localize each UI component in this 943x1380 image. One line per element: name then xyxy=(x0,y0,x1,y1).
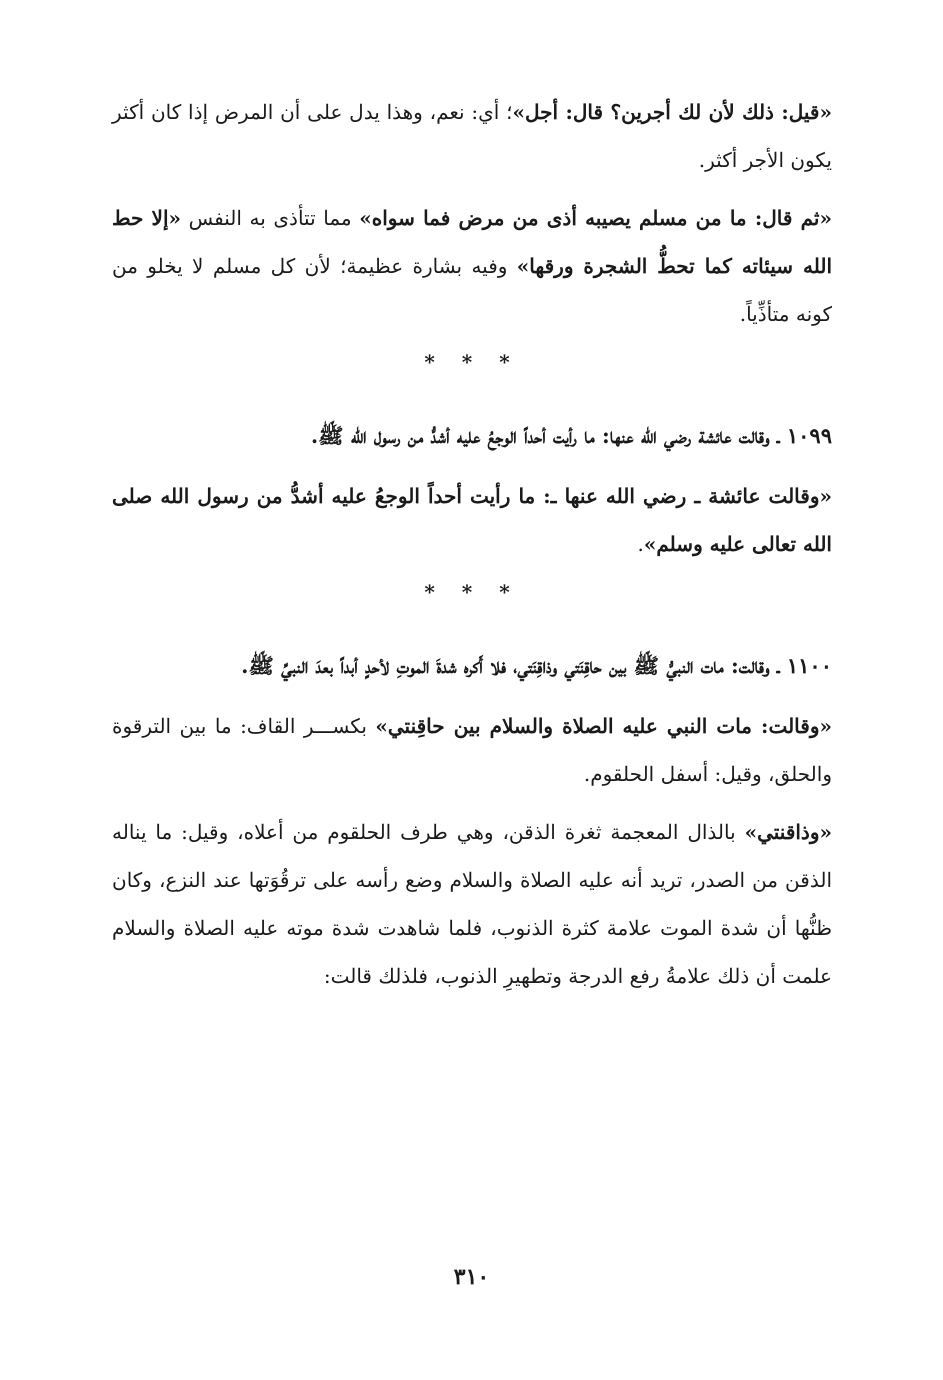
page-body xyxy=(112,88,832,1010)
page-number: ٣١٠ xyxy=(453,1264,490,1290)
commentary-paragraph xyxy=(112,808,832,1000)
commentary-text: بكســـر القاف: ما بين الترقوة والحلق، وقيل: أسفل الحلقوم. xyxy=(112,714,832,786)
commentary-text: بالذال المعجمة ثغرة الذقن، وهي طرف الحلقوم من أعلاه، وقيل: ما يناله الذقن من الصدر، تريد أنه عليه الصلاة والسلام وضع رأسه على ترقُوَتها عند النزع، وكان ظنُّها أن شدة الموت علامة كثرة الذنوب، فلما شاهدت شدة موته عليه الصلاة والسلام علمت أن ذلك علامةُ رفع الدرجة وتطهيرِ الذنوب، فلذلك قالت: xyxy=(112,820,832,988)
commentary-paragraph xyxy=(112,194,832,338)
commentary-text: . xyxy=(637,532,644,556)
section-divider: * * * xyxy=(424,350,520,374)
hadith-1099: ١٠٩٩ ـ وقالت عائشة رضي الله عنها: ما رأيت أحداً الوجعُ عليه أشدُّ من رسول الله ﷺ. xyxy=(310,423,832,448)
hadith-1100: ١١٠٠ ـ وقالت: مات النبيُّ ﷺ بين حاقِنَتي وذاقِنَتي، فلا أَكره شدةَ الموتِ لأحدٍ أبداً بعدَ النبيِّ ﷺ. xyxy=(241,653,832,678)
quoted-text: «ثم قال: ما من مسلم يصيبه أذى من مرض فما سواه» xyxy=(359,206,832,230)
quoted-text: «قيل: ذلك لأن لك أجرين؟ قال: أجل» xyxy=(512,100,832,124)
quoted-text: «إلا حط الله سيئاته كما تحطُّ الشجرة ورقها» xyxy=(112,206,832,278)
commentary-paragraph xyxy=(112,472,832,568)
commentary-text: وفيه بشارة عظيمة؛ لأن كل مسلم لا يخلو من كونه متأذِّياً. xyxy=(112,254,832,326)
commentary-text: مما تتأذى به النفس xyxy=(181,206,360,230)
commentary-text: ؛ أي: نعم، وهذا يدل على أن المرض إذا كان أكثر يكون الأجر أكثر. xyxy=(112,100,832,172)
section-divider: * * * xyxy=(424,580,520,604)
quoted-text: «وقالت: مات النبي عليه الصلاة والسلام بين حاقِنتي» xyxy=(375,714,832,738)
commentary-paragraph xyxy=(112,88,832,184)
quoted-text: «وقالت عائشة ـ رضي الله عنها ـ: ما رأيت أحداً الوجعُ عليه أشدُّ من رسول الله صلى الله تعالى عليه وسلم» xyxy=(112,484,832,556)
commentary-paragraph xyxy=(112,702,832,798)
quoted-text: «وذاقنتي» xyxy=(744,820,832,844)
